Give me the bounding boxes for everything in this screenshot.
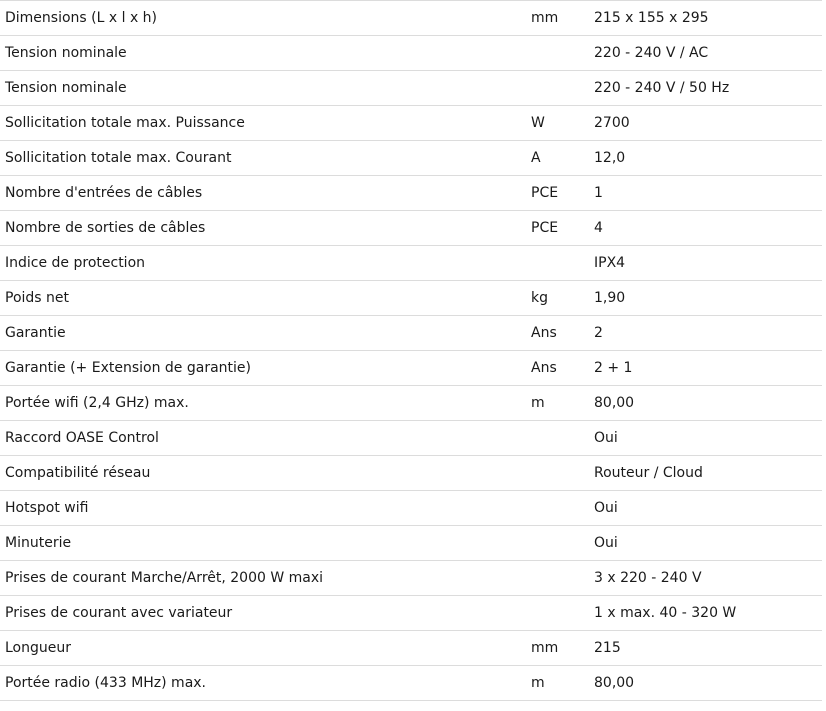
spec-row-wifi-range (0, 386, 822, 421)
spec-label: Sollicitation totale max. Courant (5, 150, 232, 166)
spec-value: 1 (594, 185, 603, 201)
spec-label: Compatibilité réseau (5, 465, 151, 481)
spec-label: Portée wifi (2,4 GHz) max. (5, 395, 189, 411)
spec-value: 2700 (594, 115, 630, 131)
spec-row-cable-outputs (0, 211, 822, 246)
spec-row-timer (0, 526, 822, 561)
spec-label: Nombre de sorties de câbles (5, 220, 206, 236)
spec-unit: m (531, 675, 545, 691)
spec-row-length (0, 631, 822, 666)
spec-row-max-power (0, 106, 822, 141)
spec-unit: Ans (531, 325, 557, 341)
spec-row-dimmer-sockets (0, 596, 822, 631)
spec-label: Prises de courant avec variateur (5, 605, 233, 621)
spec-row-cable-inputs (0, 176, 822, 211)
spec-value: 220 - 240 V / 50 Hz (594, 80, 730, 96)
spec-label: Garantie (5, 325, 66, 341)
spec-row-oase-control (0, 421, 822, 456)
spec-value: 80,00 (594, 675, 635, 691)
spec-value: Oui (594, 430, 618, 446)
spec-label: Nombre d'entrées de câbles (5, 185, 203, 201)
spec-row-rated-voltage-ac (0, 36, 822, 71)
spec-unit: PCE (531, 185, 559, 201)
spec-value: Routeur / Cloud (594, 465, 703, 481)
spec-row-rated-voltage-hz (0, 71, 822, 106)
spec-row-dimensions (0, 1, 822, 36)
spec-label: Portée radio (433 MHz) max. (5, 675, 207, 691)
spec-label: Indice de protection (5, 255, 146, 271)
spec-row-wifi-hotspot (0, 491, 822, 526)
spec-row-net-weight (0, 281, 822, 316)
spec-label: Sollicitation totale max. Puissance (5, 115, 245, 131)
spec-label: Hotspot wifi (5, 500, 89, 516)
spec-value: 4 (594, 220, 603, 236)
spec-label: Dimensions (L x l x h) (5, 10, 158, 26)
spec-row-switched-sockets (0, 561, 822, 596)
spec-row-radio-range (0, 666, 822, 701)
spec-unit: W (531, 115, 545, 131)
spec-value: 1,90 (594, 290, 626, 306)
spec-row-warranty (0, 316, 822, 351)
spec-label: Tension nominale (5, 80, 127, 96)
spec-label: Raccord OASE Control (5, 430, 159, 446)
spec-label: Prises de courant Marche/Arrêt, 2000 W maxi (5, 570, 324, 586)
spec-value: 215 x 155 x 295 (594, 10, 709, 26)
spec-value: Oui (594, 535, 618, 551)
spec-value: 3 x 220 - 240 V (594, 570, 702, 586)
spec-label: Longueur (5, 640, 71, 656)
spec-unit: kg (531, 290, 548, 306)
spec-row-network-compatibility (0, 456, 822, 491)
spec-unit: m (531, 395, 545, 411)
spec-row-protection-index (0, 246, 822, 281)
spec-value: Oui (594, 500, 618, 516)
spec-value: 220 - 240 V / AC (594, 45, 709, 61)
spec-unit: Ans (531, 360, 557, 376)
spec-value: 2 (594, 325, 603, 341)
spec-value: 1 x max. 40 - 320 W (594, 605, 737, 621)
spec-row-warranty-extension (0, 351, 822, 386)
spec-value: IPX4 (594, 255, 626, 271)
spec-value: 80,00 (594, 395, 635, 411)
spec-value: 12,0 (594, 150, 626, 166)
spec-label: Poids net (5, 290, 70, 306)
spec-label: Minuterie (5, 535, 72, 551)
spec-value: 215 (594, 640, 621, 656)
spec-label: Garantie (+ Extension de garantie) (5, 360, 251, 376)
spec-label: Tension nominale (5, 45, 127, 61)
spec-unit: A (531, 150, 541, 166)
spec-unit: mm (531, 640, 559, 656)
spec-value: 2 + 1 (594, 360, 633, 376)
spec-unit: mm (531, 10, 559, 26)
spec-unit: PCE (531, 220, 559, 236)
spec-row-max-current (0, 141, 822, 176)
